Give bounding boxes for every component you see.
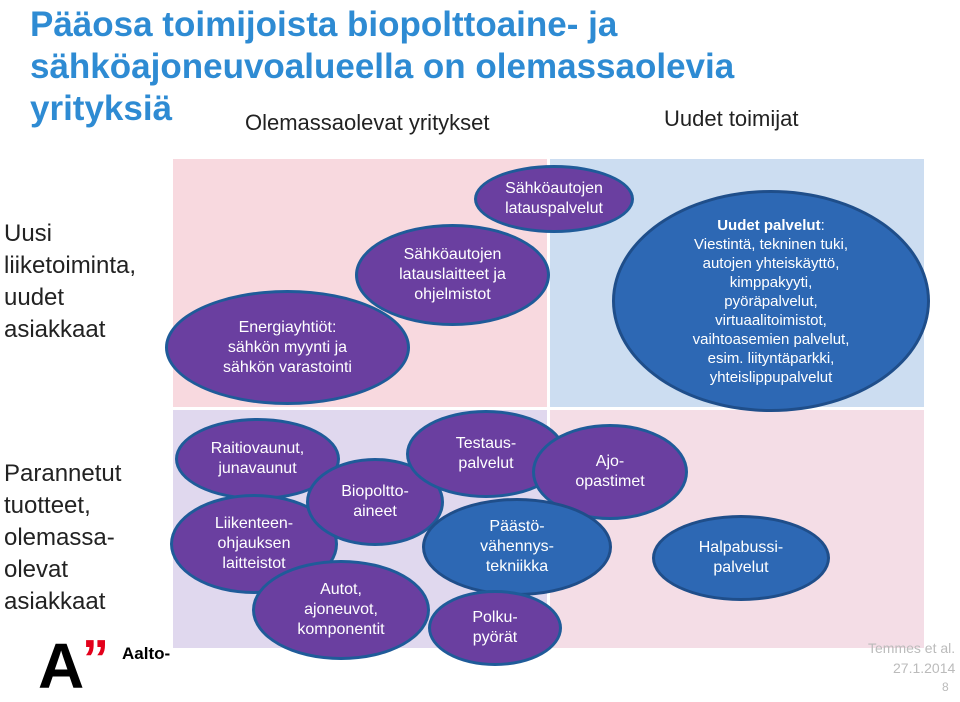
- footer-page-number: 8: [942, 680, 949, 694]
- row-label-improved-products: Parannetut tuotteet, olemassa-olevat asiakkaat: [4, 460, 122, 615]
- ellipse-bus-services: Halpabussi- palvelut: [652, 515, 830, 601]
- column-header-existing: Olemassaolevat yritykset: [245, 110, 490, 135]
- logo-brand-text: Aalto-: [122, 644, 171, 663]
- new-services-heading: Uudet palvelut: [717, 216, 821, 234]
- footer-author: Temmes et al.: [868, 640, 956, 656]
- ellipse-emission-reduction: Päästö- vähennys- tekniikka: [422, 498, 612, 596]
- page-title: Pääosa toimijoista biopolttoaine- ja sähköajoneuvoalueella on olemassaolevia yrityksiä: [30, 5, 735, 128]
- ellipse-new-services: [612, 190, 930, 412]
- new-services-text: : Viestintä, tekninen tuki, autojen yhteiskäyttö, kimppakyyti, pyöräpalvelut, virtuaalitoimistot, vaihtoasemien palvelut, esim. liityntäparkki, yhteislippupalvelut: [692, 216, 850, 386]
- ellipse-testing-services: Testaus- palvelut: [406, 410, 566, 498]
- aalto-logo: [38, 629, 171, 702]
- column-header-new: Uudet toimijat: [664, 106, 799, 131]
- ellipse-charging-equipment: Sähköautojen latauslaitteet ja ohjelmistot: [355, 224, 550, 326]
- row-label-new-business: Uusi liiketoiminta, uudet asiakkaat: [4, 220, 137, 343]
- ellipse-energy-companies: Energiayhtiöt: sähkön myynti ja sähkön varastointi: [165, 290, 410, 405]
- ellipse-bicycles: Polku- pyörät: [428, 590, 562, 666]
- logo-letter: A: [38, 630, 85, 702]
- footer-date: 27.1.2014: [893, 660, 956, 676]
- ellipse-driving-coach: Ajo- opastimet: [532, 424, 688, 520]
- ellipse-trams-trains: Raitiovaunut, junavaunut: [175, 418, 340, 500]
- ellipse-charging-services: Sähköautojen latauspalvelut: [474, 165, 634, 233]
- ellipse-traffic-control: Liikenteen- ohjauksen laitteistot: [170, 494, 338, 594]
- logo-quote-icon: ”: [82, 629, 109, 689]
- ellipse-biofuels: Biopoltto- aineet: [306, 458, 444, 546]
- ellipse-cars-components: Autot, ajoneuvot, komponentit: [252, 560, 430, 660]
